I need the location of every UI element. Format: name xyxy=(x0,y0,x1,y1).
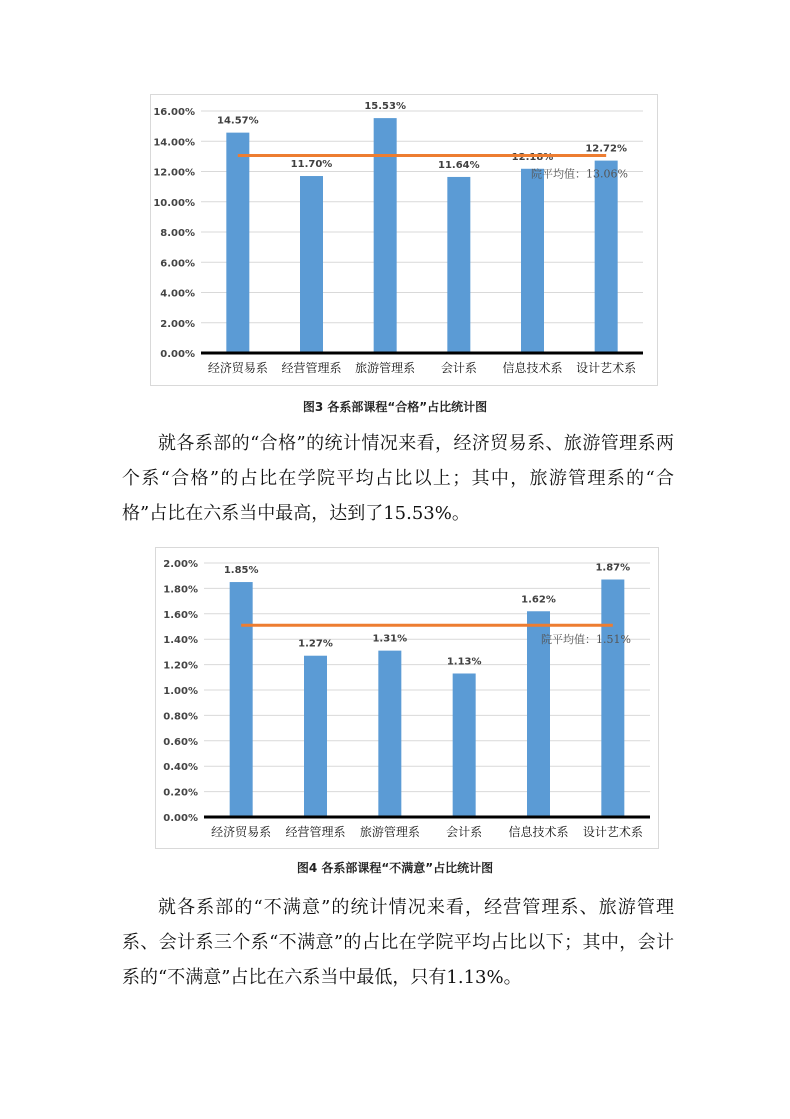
x-tick-label: 信息技术系 xyxy=(502,361,563,375)
y-tick-label: 0.80% xyxy=(163,711,198,723)
data-label: 12.72% xyxy=(585,143,627,155)
x-tick-label: 设计艺术系 xyxy=(576,361,637,375)
y-tick-label: 12.00% xyxy=(153,167,195,179)
y-tick-label: 0.60% xyxy=(163,736,198,748)
data-label: 11.64% xyxy=(438,159,480,171)
data-label: 1.13% xyxy=(446,656,482,668)
x-tick-label: 经济贸易系 xyxy=(211,825,272,839)
y-tick-label: 4.00% xyxy=(160,288,195,300)
data-label: 1.62% xyxy=(521,594,556,606)
average-label: 院平均值：13.06% xyxy=(531,167,628,181)
y-tick-label: 1.40% xyxy=(163,635,198,647)
bar xyxy=(601,580,624,817)
x-tick-label: 会计系 xyxy=(446,825,483,839)
x-tick-label: 旅游管理系 xyxy=(359,825,420,839)
data-label: 1.31% xyxy=(372,633,408,645)
x-tick-label: 信息技术系 xyxy=(508,825,569,839)
y-tick-label: 10.00% xyxy=(153,197,195,209)
y-tick-label: 1.20% xyxy=(163,660,198,672)
bar xyxy=(521,169,544,353)
qualified-ratio-chart-svg xyxy=(151,95,657,385)
bar xyxy=(447,177,470,353)
unsatisfied-ratio-chart xyxy=(155,547,659,849)
average-label: 院平均值：1.51% xyxy=(541,633,631,647)
y-tick-label: 0.20% xyxy=(163,787,198,799)
unsatisfied-ratio-chart-svg xyxy=(156,548,658,848)
qualified-ratio-chart xyxy=(150,94,658,386)
paragraph-qualified-analysis: 就各系部的“合格”的统计情况来看，经济贸易系、旅游管理系两个系“合格”的占比在学院平均占比以上；其中，旅游管理系的“合格”占比在六系当中最高，达到了15.53%。 xyxy=(122,433,674,524)
y-tick-label: 16.00% xyxy=(153,107,195,118)
data-label: 15.53% xyxy=(364,101,406,113)
figure-3-caption: 图3 各系部课程“合格”占比统计图 xyxy=(302,400,488,414)
bar xyxy=(453,673,476,817)
bar xyxy=(374,118,397,353)
data-label: 1.87% xyxy=(595,562,631,574)
x-tick-label: 经济贸易系 xyxy=(207,361,268,375)
bar xyxy=(226,133,249,353)
data-label: 11.70% xyxy=(290,159,333,171)
y-tick-label: 14.00% xyxy=(153,137,195,149)
y-tick-label: 0.00% xyxy=(160,349,195,360)
data-label: 12.18% xyxy=(511,151,554,163)
data-label: 1.27% xyxy=(298,638,333,650)
y-tick-label: 1.00% xyxy=(163,686,198,697)
x-tick-label: 经营管理系 xyxy=(285,825,346,839)
y-tick-label: 2.00% xyxy=(160,318,195,330)
y-tick-label: 0.40% xyxy=(163,762,198,774)
bar xyxy=(595,161,618,353)
figure-4-caption: 图4 各系部课程“不满意”占比统计图 xyxy=(296,861,494,875)
bar xyxy=(378,651,401,817)
y-tick-label: 1.80% xyxy=(163,584,198,596)
data-label: 14.57% xyxy=(217,115,259,127)
bar xyxy=(230,582,253,817)
y-tick-label: 8.00% xyxy=(160,228,195,239)
y-tick-label: 6.00% xyxy=(160,258,195,270)
bar xyxy=(300,176,323,353)
x-tick-label: 经营管理系 xyxy=(281,361,342,375)
bar xyxy=(304,656,327,817)
data-label: 1.85% xyxy=(223,565,259,577)
x-tick-label: 会计系 xyxy=(440,361,477,375)
y-tick-label: 1.60% xyxy=(163,609,198,621)
x-tick-label: 旅游管理系 xyxy=(355,361,416,375)
y-tick-label: 0.00% xyxy=(163,813,198,824)
y-tick-label: 2.00% xyxy=(163,559,198,570)
x-tick-label: 设计艺术系 xyxy=(582,825,643,839)
paragraph-unsatisfied-analysis: 就各系部的“不满意”的统计情况来看，经营管理系、旅游管理系、会计系三个系“不满意”的占比在学院平均占比以下；其中，会计系的“不满意”占比在六系当中最低，只有1.13%。 xyxy=(122,897,674,988)
